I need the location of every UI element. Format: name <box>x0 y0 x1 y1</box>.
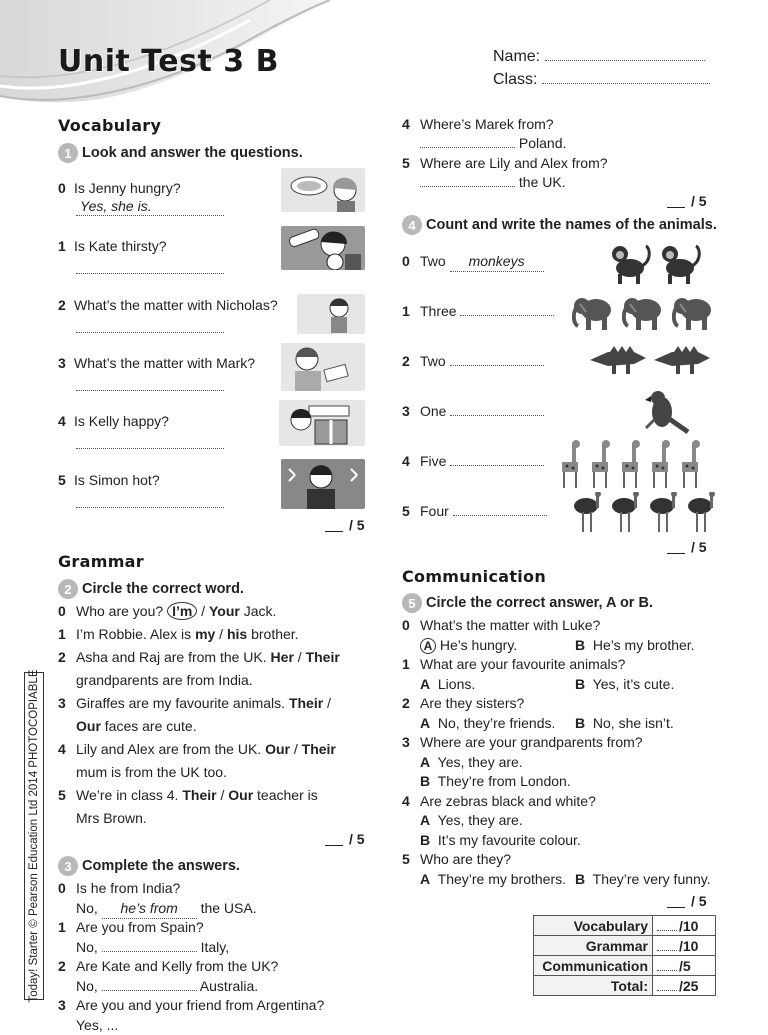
answer-field[interactable] <box>76 373 224 391</box>
option-separator: / <box>215 626 227 642</box>
item-number: 3 <box>58 355 66 371</box>
option-text: Lions. <box>437 675 476 692</box>
task-number-badge: 4 <box>402 215 422 235</box>
class-field[interactable] <box>542 83 710 84</box>
option-separator: / <box>197 603 209 619</box>
communication-question <box>402 694 524 713</box>
task-number-badge: 1 <box>58 143 78 163</box>
hungry-girl-icon <box>281 168 365 212</box>
score-total-row <box>534 916 716 936</box>
question-text: Where are your grandparents from? <box>420 734 643 750</box>
complete-answer-line <box>58 977 258 996</box>
parrot-icon <box>640 388 692 441</box>
score-total-row <box>534 976 716 996</box>
name-field[interactable] <box>545 60 705 61</box>
score-cell[interactable] <box>653 976 716 996</box>
item-number: 1 <box>58 919 66 935</box>
option-letter: A <box>420 753 431 770</box>
answer-option[interactable] <box>420 831 581 850</box>
question-text: Are you from Spain? <box>76 919 204 935</box>
option-letter: A <box>420 638 436 654</box>
answer-field[interactable] <box>76 315 224 333</box>
animal-count-line <box>402 502 547 521</box>
score-cell[interactable] <box>653 916 716 936</box>
grammar-task2-instruction <box>58 579 244 599</box>
jenny-picture <box>281 168 365 212</box>
answer-option[interactable] <box>420 675 475 694</box>
question-text: What’s the matter with Mark? <box>74 355 256 371</box>
question-text: Is Kelly happy? <box>74 413 169 429</box>
animal-picture-row <box>640 388 692 441</box>
item-number: 3 <box>402 734 410 750</box>
answer-field[interactable] <box>76 256 224 274</box>
animal-picture-row <box>572 492 718 537</box>
answer-4-line: Poland. <box>420 134 566 153</box>
score-max: /5 <box>679 957 691 974</box>
grammar-line <box>58 694 331 713</box>
score-max: /10 <box>679 937 699 954</box>
count-word: Three <box>420 303 457 319</box>
page-title: Unit Test 3 B <box>58 44 279 79</box>
score-totals-table <box>533 915 716 996</box>
grammar-line <box>58 625 299 644</box>
item-number: 4 <box>58 413 66 429</box>
question-text: What’s the matter with Nicholas? <box>74 297 278 313</box>
score-blank[interactable] <box>657 990 677 991</box>
grammar-line <box>58 786 318 805</box>
grammar-line <box>58 648 340 667</box>
item-number: 3 <box>402 403 410 419</box>
answer-field[interactable] <box>76 431 224 449</box>
giraffe-icon <box>588 440 612 493</box>
answer-option[interactable] <box>575 714 674 733</box>
sentence-text: Who are you? <box>76 603 168 619</box>
word-option[interactable]: Their <box>182 787 217 803</box>
answer-field[interactable] <box>102 951 197 952</box>
item-number: 2 <box>58 958 66 974</box>
count-word: Two <box>420 353 446 369</box>
option-text: He’s hungry. <box>439 636 518 653</box>
word-option[interactable]: I’m <box>167 602 197 620</box>
option-letter: B <box>575 714 586 731</box>
option-separator: / <box>216 787 229 803</box>
instruction-text: Complete the answers. <box>82 858 240 874</box>
item-number: 3 <box>58 997 66 1013</box>
vocabulary-heading: Vocabulary <box>58 116 162 135</box>
word-option[interactable]: his <box>226 626 248 642</box>
option-text: He’s my brother. <box>592 636 695 653</box>
communication-question <box>402 850 511 869</box>
answer-4-field[interactable] <box>420 147 515 148</box>
copyright-sidebar <box>24 669 44 1003</box>
question-text: Is Kate thirsty? <box>74 238 167 254</box>
item-number: 0 <box>402 617 410 633</box>
question-text: Who are they? <box>420 851 512 867</box>
word-option[interactable]: Her <box>270 649 294 665</box>
sentence-text: Asha and Raj are from the UK. <box>76 649 271 665</box>
option-text: They’re from London. <box>437 773 571 789</box>
boy-headache-icon <box>297 294 365 334</box>
answer-prefix: No, <box>76 938 102 955</box>
answer-option[interactable] <box>420 870 566 889</box>
score-cell[interactable] <box>653 956 716 976</box>
giraffe-icon <box>618 440 642 493</box>
vocabulary-question <box>58 179 181 198</box>
grammar-line <box>58 763 227 782</box>
item-number: 5 <box>402 503 410 519</box>
score-blank[interactable] <box>657 950 677 951</box>
item-number: 0 <box>58 180 66 196</box>
animal-count-line <box>402 402 544 421</box>
question-text: What are your favourite animals? <box>420 656 626 672</box>
item-number: 0 <box>58 880 66 896</box>
sentence-text: Giraffes are my favourite animals. <box>76 695 289 711</box>
elephant-icon <box>572 292 616 337</box>
word-option[interactable]: my <box>195 626 216 642</box>
word-option[interactable]: Their <box>288 695 324 711</box>
animal-name-field[interactable] <box>460 315 554 316</box>
communication-question <box>402 655 625 674</box>
vocabulary-question <box>58 296 278 315</box>
option-text: They’re very funny. <box>592 870 711 887</box>
word-option[interactable]: Their <box>305 649 340 665</box>
task-number-badge: 2 <box>58 579 78 599</box>
item-number: 1 <box>402 656 410 672</box>
animal-name-field[interactable] <box>450 415 544 416</box>
word-option[interactable]: Our <box>265 741 290 757</box>
option-letter: B <box>575 870 586 887</box>
crocodile-icon <box>588 338 646 383</box>
monkey-icon <box>608 240 652 289</box>
sentence-text: We’re in class 4. <box>76 787 183 803</box>
vocabulary-question <box>58 237 167 256</box>
instruction-text: Circle the correct answer, A or B. <box>426 595 653 611</box>
grammar-heading: Grammar <box>58 552 144 571</box>
sentence-text: Jack. <box>239 603 277 619</box>
grammar-task3-score: / 5 <box>667 193 707 209</box>
score-label: Communication <box>534 956 653 976</box>
item-number: 5 <box>58 787 66 803</box>
grammar-line <box>58 809 147 828</box>
answer-prefix: No, <box>76 899 102 916</box>
option-letter: A <box>420 812 431 828</box>
ostrich-icon <box>648 492 680 537</box>
option-letter: B <box>420 773 431 789</box>
item-number: 2 <box>402 695 410 711</box>
score-total-row <box>534 956 716 976</box>
animal-picture-row <box>608 240 702 289</box>
giraffe-icon <box>678 440 702 493</box>
crocodile-icon <box>652 338 710 383</box>
giraffe-icon <box>558 440 582 493</box>
animal-picture-row <box>558 440 702 493</box>
ostrich-icon <box>610 492 642 537</box>
score-label: Grammar <box>534 936 653 956</box>
animal-picture-row <box>572 292 716 337</box>
task-number-badge: 5 <box>402 593 422 613</box>
answer-field[interactable] <box>76 490 224 508</box>
complete-answer-line <box>58 996 324 1015</box>
option-letter: B <box>575 636 586 653</box>
communication-question <box>402 792 596 811</box>
option-text: It’s my favourite colour. <box>437 831 581 848</box>
score-max: /25 <box>679 977 699 994</box>
answer-option[interactable] <box>420 636 517 655</box>
count-word: Two <box>420 253 446 269</box>
word-option[interactable]: Our <box>76 718 101 734</box>
answer-option[interactable] <box>420 772 571 791</box>
sentence-text: Mrs Brown. <box>76 810 147 826</box>
communication-heading: Communication <box>402 567 547 586</box>
score-label: Vocabulary <box>534 916 653 936</box>
animal-count-line <box>402 452 544 471</box>
count-word: One <box>420 403 447 419</box>
answer-prefix: No, <box>76 977 102 994</box>
item-number: 2 <box>402 353 410 369</box>
vocabulary-question <box>58 354 255 373</box>
item-number: 2 <box>58 297 66 313</box>
animal-name-field[interactable]: monkeys <box>450 252 544 272</box>
complete-answer-line <box>58 938 229 957</box>
monkey-icon <box>658 240 702 289</box>
simon-picture <box>281 459 365 509</box>
answer-option[interactable] <box>575 675 674 694</box>
elephant-icon <box>672 292 716 337</box>
boy-cold-icon <box>281 459 365 509</box>
question-text: Yes, ... <box>76 1016 119 1033</box>
sentence-text: Lily and Alex are from the UK. <box>76 741 266 757</box>
instruction-text: Look and answer the questions. <box>82 145 303 161</box>
ostrich-icon <box>686 492 718 537</box>
score-cell[interactable] <box>653 936 716 956</box>
copyright-text: Today! Starter © Pearson Education Ltd 2014 PHOTOCOPIABLE <box>28 669 40 1003</box>
sentence-text: grandparents are from India. <box>76 672 253 688</box>
sentence-text: teacher is <box>253 787 318 803</box>
grammar-task2-score: / 5 <box>325 831 365 847</box>
item-number: 4 <box>402 792 410 809</box>
sentence-text: brother. <box>247 626 299 642</box>
nicholas-picture <box>297 294 365 334</box>
class-line <box>493 71 710 89</box>
answer-suffix: Italy, <box>196 938 230 955</box>
animal-count-line <box>402 352 544 371</box>
vocabulary-question <box>58 471 160 490</box>
item-number: 4 <box>402 453 410 469</box>
communication-question <box>402 616 600 635</box>
option-separator: / <box>289 741 302 757</box>
kelly-picture <box>279 400 365 446</box>
question-4-line: 4 Where’s Marek from? <box>402 116 554 132</box>
question-text: What’s the matter with Luke? <box>420 617 601 633</box>
option-text: Yes, they are. <box>437 812 523 828</box>
option-text: They’re my brothers. <box>437 870 567 887</box>
task-number-badge: 3 <box>58 856 78 876</box>
animals-score: / 5 <box>667 539 707 555</box>
option-text: No, she isn’t. <box>592 714 674 731</box>
answer-option[interactable] <box>575 636 695 655</box>
communication-question <box>402 733 643 752</box>
answer-suffix: the USA. <box>196 899 257 916</box>
answer-5-field[interactable] <box>420 186 515 187</box>
grammar-line <box>58 740 336 759</box>
option-text: Yes, they are. <box>437 753 523 770</box>
animals-instruction <box>402 215 717 235</box>
option-letter: A <box>420 714 431 731</box>
option-letter: A <box>420 870 431 887</box>
option-letter: A <box>420 675 431 692</box>
item-number: 1 <box>402 303 410 319</box>
option-text: Yes, it’s cute. <box>592 675 675 692</box>
instruction-text: Count and write the names of the animals. <box>426 217 717 233</box>
animal-name-field[interactable] <box>453 515 547 516</box>
count-word: Five <box>420 453 447 469</box>
animal-count-line <box>402 252 544 272</box>
ostrich-icon <box>572 492 604 537</box>
word-option[interactable]: Our <box>228 787 254 803</box>
question-text: Is Simon hot? <box>74 472 160 488</box>
count-word: Four <box>420 503 449 519</box>
animal-picture-row <box>588 338 710 383</box>
communication-score: / 5 <box>667 893 707 909</box>
vocabulary-instruction <box>58 143 303 163</box>
question-text: Is he from India? <box>76 880 181 896</box>
score-blank[interactable] <box>657 930 677 931</box>
sentence-text: I’m Robbie. Alex is <box>76 626 196 642</box>
complete-answer-line <box>58 1016 118 1035</box>
score-blank[interactable] <box>657 970 677 971</box>
communication-instruction <box>402 593 653 613</box>
question-5-line: 5 Where are Lily and Alex from? <box>402 155 608 171</box>
option-letter: B <box>575 675 586 692</box>
grammar-line <box>58 602 276 621</box>
item-number: 4 <box>58 741 66 757</box>
answer-field[interactable]: he’s from <box>102 899 197 919</box>
word-option[interactable]: Their <box>301 741 336 757</box>
vocabulary-score: / 5 <box>325 517 365 533</box>
complete-answer-line <box>58 879 180 898</box>
answer-field[interactable] <box>102 990 197 991</box>
option-text: No, they’re friends. <box>437 714 556 731</box>
grammar-line <box>58 671 253 690</box>
mark-picture <box>281 343 365 391</box>
sentence-text: faces are cute. <box>100 718 197 734</box>
complete-answer-line <box>58 957 278 976</box>
item-number: 3 <box>58 695 66 711</box>
thirsty-girl-icon <box>281 226 365 270</box>
question-text: Are zebras black and white? <box>420 792 596 809</box>
answer-option[interactable] <box>575 870 711 889</box>
answer-option[interactable] <box>420 714 555 733</box>
animal-name-field[interactable] <box>450 465 544 466</box>
item-number: 5 <box>402 851 410 867</box>
score-total-row <box>534 936 716 956</box>
item-number: 1 <box>58 238 66 254</box>
grammar-line <box>58 717 197 736</box>
item-number: 1 <box>58 626 66 642</box>
question-text: Are they sisters? <box>420 695 525 711</box>
answer-suffix: Australia. <box>196 977 259 994</box>
score-label: Total: <box>534 976 653 996</box>
sentence-text: mum is from the UK too. <box>76 764 227 780</box>
grammar-task3-instruction <box>58 856 240 876</box>
option-letter: B <box>420 831 431 848</box>
answer-field[interactable]: Yes, she is. <box>76 198 224 216</box>
giraffe-icon <box>648 440 672 493</box>
answer-option[interactable] <box>420 811 523 830</box>
boy-sick-icon <box>281 343 365 391</box>
girl-birthday-icon <box>279 400 365 446</box>
option-separator: / <box>323 695 331 711</box>
vocabulary-question <box>58 412 169 431</box>
score-max: /10 <box>679 917 699 934</box>
item-number: 5 <box>58 472 66 488</box>
word-option[interactable]: Your <box>208 603 240 619</box>
complete-answer-line <box>58 918 204 937</box>
question-text: Are Kate and Kelly from the UK? <box>76 958 279 974</box>
animal-count-line <box>402 302 554 321</box>
question-text: Are you and your friend from Argentina? <box>76 997 325 1013</box>
class-label: Class: <box>493 71 538 88</box>
instruction-text: Circle the correct word. <box>82 581 244 597</box>
name-label: Name: <box>493 48 541 65</box>
question-text: Is Jenny hungry? <box>74 180 181 196</box>
answer-option[interactable] <box>420 753 523 772</box>
option-separator: / <box>293 649 306 665</box>
elephant-icon <box>622 292 666 337</box>
name-line <box>493 48 705 66</box>
complete-answer-line <box>58 899 257 919</box>
kate-picture <box>281 226 365 270</box>
item-number: 0 <box>402 253 410 269</box>
item-number: 0 <box>58 603 66 619</box>
item-number: 2 <box>58 649 66 665</box>
answer-5-line: the UK. <box>420 173 566 192</box>
animal-name-field[interactable] <box>450 365 544 366</box>
